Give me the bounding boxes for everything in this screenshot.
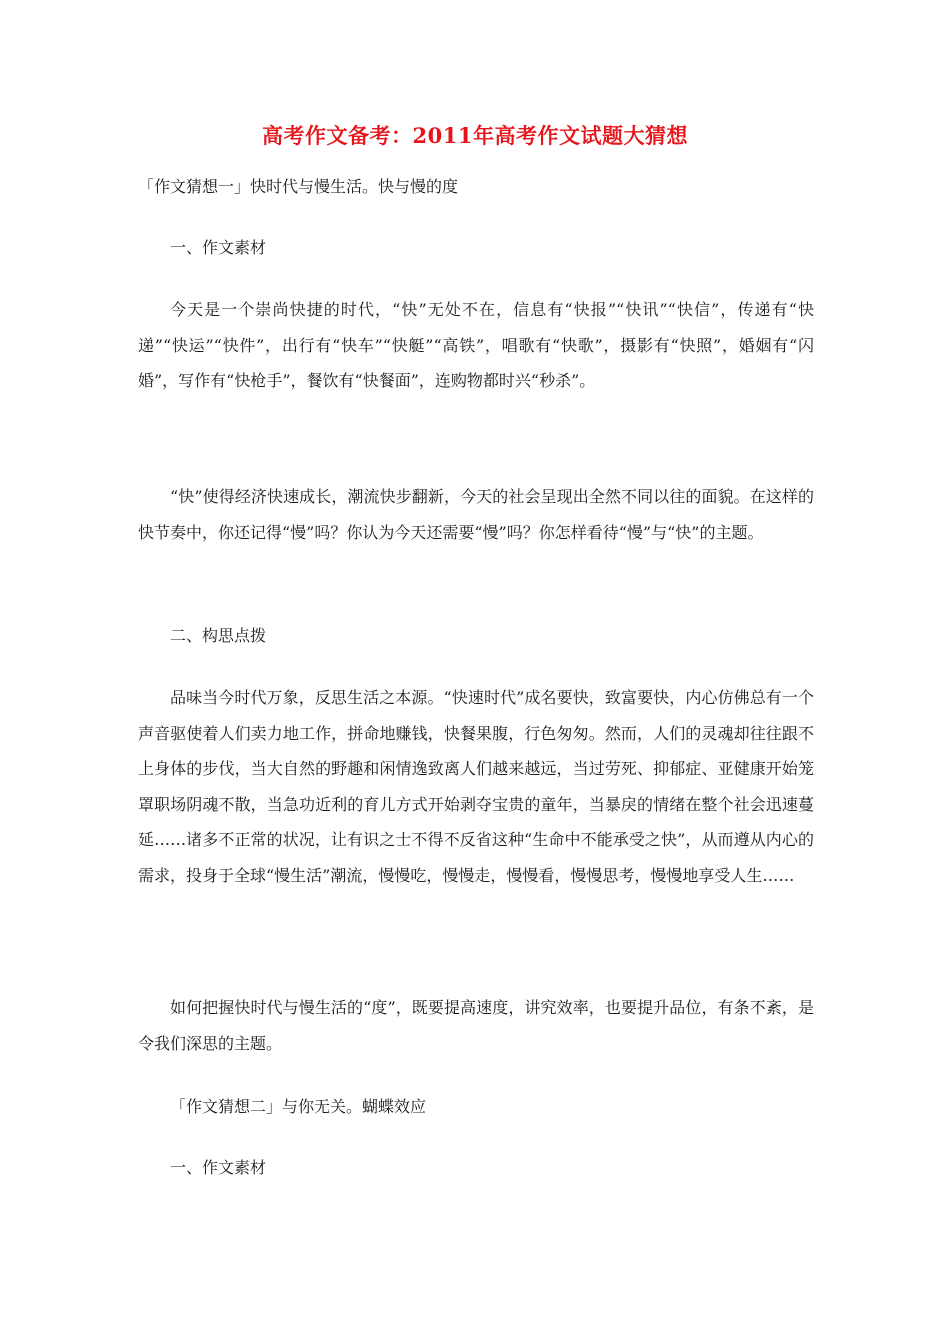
section-heading-1: 「作文猜想一」快时代与慢生活。快与慢的度	[138, 177, 459, 196]
paragraph-material-1: 今天是一个崇尚快捷的时代，“快”无处不在，信息有“快报”“快讯”“快信”，传递有“快递”“快运”“快件”，出行有“快车”“快艇”“高铁”，唱歌有“快歌”，摄影有“快照”，婚姻有“闪婚”，写作有“快枪手”，餐饮有“快餐面”，连购物都时兴“秒杀”。	[138, 300, 814, 390]
section-heading-2: 「作文猜想二」与你无关。蝴蝶效应	[170, 1097, 427, 1116]
subheading-material-1: 一、作文素材	[170, 238, 267, 257]
subheading-material-2: 一、作文素材	[170, 1158, 267, 1177]
paragraph-guidance-2: 如何把握快时代与慢生活的“度”，既要提高速度，讲究效率，也要提升品位，有条不紊，是令我们深思的主题。	[138, 998, 814, 1053]
subheading-guidance: 二、构思点拨	[170, 626, 267, 645]
paragraph-material-2: “快”使得经济快速成长，潮流快步翻新，今天的社会呈现出全然不同以往的面貌。在这样的快节奏中，你还记得“慢”吗？你认为今天还需要“慢”吗？你怎样看待“慢”与“快”的主题。	[138, 487, 814, 542]
document-title: 高考作文备考：2011年高考作文试题大猜想	[262, 123, 688, 148]
paragraph-guidance-1: 品味当今时代万象，反思生活之本源。“快速时代”成名要快，致富要快，内心仿佛总有一个声音驱使着人们卖力地工作，拼命地赚钱，快餐果腹，行色匆匆。然而，人们的灵魂却往往跟不上身体的步伐，当大自然的野趣和闲情逸致离人们越来越远，当过劳死、抑郁症、亚健康开始笼罩职场阴魂不散，当急功近利的育儿方式开始剥夺宝贵的童年，当暴戾的情绪在整个社会迅速蔓延……诸多不正常的状况，让有识之士不得不反省这种“生命中不能承受之快”，从而遵从内心的需求，投身于全球“慢生活”潮流，慢慢吃，慢慢走，慢慢看，慢慢思考，慢慢地享受人生……	[138, 688, 814, 885]
